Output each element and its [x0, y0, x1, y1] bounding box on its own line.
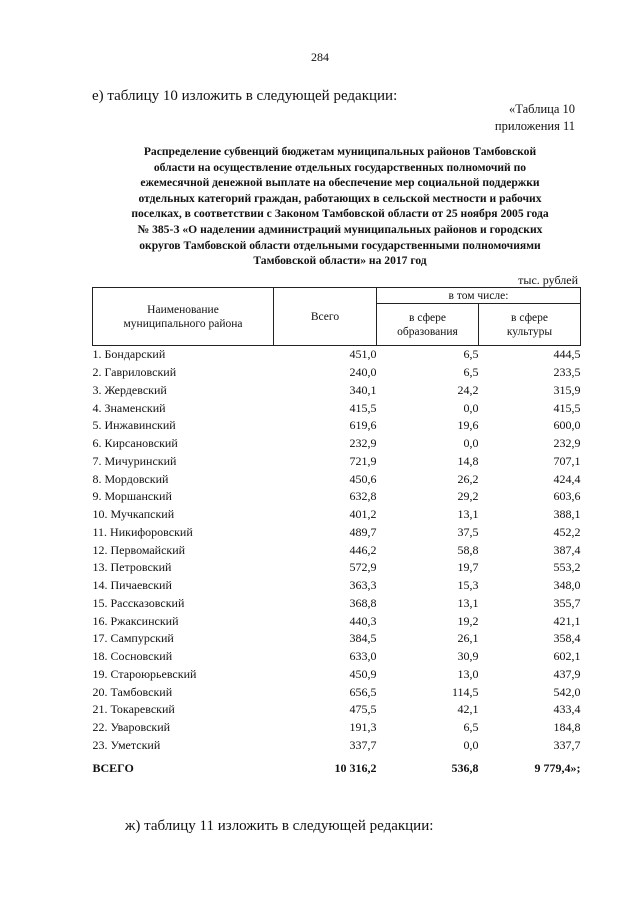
- title-line: ежемесячной денежной выплате на обеспечение мер социальной поддержки: [140, 176, 540, 190]
- education-value: 26,2: [457, 471, 479, 486]
- total-value: 232,9: [349, 436, 377, 451]
- total-value: 446,2: [349, 542, 377, 557]
- total-value: 240,0: [349, 365, 377, 380]
- table-row: [93, 399, 581, 417]
- table-title: [100, 144, 580, 269]
- title-line: № 385-З «О наделении администраций муниципальных районов и городских: [137, 222, 543, 236]
- total-value: 368,8: [349, 595, 377, 610]
- culture-value: 415,5: [553, 400, 581, 415]
- education-value: 0,0: [463, 436, 479, 451]
- table-row: [93, 506, 581, 524]
- culture-value: 433,4: [553, 702, 581, 717]
- total-value: 619,6: [349, 418, 377, 433]
- education-value: 0,0: [463, 737, 479, 752]
- culture-value: 424,4: [553, 471, 581, 486]
- culture-value: 355,7: [553, 595, 581, 610]
- district-name: 20. Тамбовский: [92, 684, 173, 699]
- subventions-table: [92, 287, 581, 776]
- total-value: 633,0: [349, 649, 377, 664]
- total-value: 337,7: [349, 737, 377, 752]
- culture-value: 232,9: [553, 436, 581, 451]
- total-value: 440,3: [349, 613, 377, 628]
- table-body: [93, 346, 581, 777]
- total-row: [93, 754, 581, 776]
- education-value: 19,6: [457, 418, 479, 433]
- education-value: 6,5: [463, 347, 479, 362]
- education-value: 6,5: [463, 365, 479, 380]
- culture-value: 348,0: [553, 578, 581, 593]
- table-row: [93, 701, 581, 719]
- culture-value: 542,0: [553, 684, 581, 699]
- culture-total-value: 9 779,4»;: [534, 761, 581, 776]
- district-name: 13. Петровский: [92, 560, 172, 575]
- district-name: 23. Уметский: [92, 737, 161, 752]
- table-row: [93, 630, 581, 648]
- intro-line: е) таблицу 10 изложить в следующей редакции:: [92, 88, 398, 104]
- table-row: [93, 666, 581, 684]
- district-name: 18. Сосновский: [92, 649, 173, 664]
- district-name: 2. Гавриловский: [92, 365, 177, 380]
- grand-total-value: 10 316,2: [334, 761, 377, 776]
- table-row: [93, 541, 581, 559]
- district-name: 10. Мучкапский: [92, 507, 175, 522]
- district-name: 8. Мордовский: [92, 471, 169, 486]
- education-value: 114,5: [451, 684, 479, 699]
- district-name: 7. Мичуринский: [92, 453, 177, 468]
- district-name: 16. Ржаксинский: [92, 613, 179, 628]
- table-row: [93, 737, 581, 755]
- table-row: [93, 683, 581, 701]
- total-value: 191,3: [349, 720, 377, 735]
- education-total-value: 536,8: [451, 761, 479, 776]
- table-row: [93, 417, 581, 435]
- table-reference-line2: приложения 11: [494, 119, 575, 133]
- table-row: [93, 559, 581, 577]
- total-value: 450,9: [349, 666, 377, 681]
- culture-value: 437,9: [553, 666, 581, 681]
- district-name: 1. Бондарский: [92, 347, 166, 362]
- title-line: отдельных категорий граждан, работающих в сельской местности и рабочих: [138, 191, 542, 205]
- district-name: 12. Первомайский: [92, 542, 186, 557]
- table-row: [93, 453, 581, 471]
- district-name: 22. Уваровский: [92, 720, 171, 735]
- total-value: 572,9: [349, 560, 377, 575]
- culture-value: 388,1: [553, 507, 581, 522]
- education-value: 13,1: [457, 507, 479, 522]
- table-reference: [470, 101, 575, 135]
- title-line: области на осуществление отдельных государственных полномочий по: [153, 160, 527, 174]
- district-name: 19. Староюрьевский: [92, 666, 197, 681]
- culture-value: 387,4: [553, 542, 581, 557]
- education-value: 37,5: [457, 524, 479, 539]
- total-value: 721,9: [349, 453, 377, 468]
- table-row: [93, 346, 581, 364]
- table-row: [93, 595, 581, 613]
- title-line: Тамбовской области» на 2017 год: [253, 254, 427, 268]
- total-value: 489,7: [349, 524, 377, 539]
- culture-value: 421,1: [553, 613, 581, 628]
- unit-label: тыс. рублей: [518, 273, 578, 287]
- district-name: 3. Жердевский: [92, 382, 167, 397]
- culture-value: 444,5: [553, 347, 581, 362]
- education-value: 58,8: [457, 542, 479, 557]
- culture-value: 452,2: [553, 524, 581, 539]
- culture-value: 315,9: [553, 382, 581, 397]
- header-education: в сфере образования: [377, 304, 479, 346]
- district-name: 14. Пичаевский: [92, 578, 172, 593]
- culture-value: 233,5: [553, 365, 581, 380]
- culture-value: 337,7: [553, 737, 581, 752]
- education-value: 14,8: [457, 453, 479, 468]
- education-value: 6,5: [463, 720, 479, 735]
- education-value: 19,7: [457, 560, 479, 575]
- table-row: [93, 435, 581, 453]
- education-value: 30,9: [457, 649, 479, 664]
- table-reference-line1: «Таблица 10: [509, 102, 575, 116]
- culture-value: 184,8: [553, 720, 581, 735]
- total-value: 415,5: [349, 400, 377, 415]
- table-row: [93, 612, 581, 630]
- title-line: округов Тамбовской области отдельными государственными полномочиями: [139, 238, 541, 252]
- total-value: 401,2: [349, 507, 377, 522]
- title-line: поселках, в соответствии с Законом Тамбовской области от 25 ноября 2005 года: [131, 207, 549, 221]
- header-total: Всего: [274, 288, 377, 346]
- culture-value: 553,2: [553, 560, 581, 575]
- total-value: 340,1: [349, 382, 377, 397]
- table-row: [93, 470, 581, 488]
- district-name: 17. Сампурский: [92, 631, 174, 646]
- header-culture: в сфере культуры: [479, 304, 581, 346]
- education-value: 19,2: [457, 613, 479, 628]
- district-name: 4. Знаменский: [92, 400, 166, 415]
- header-name: Наименование муниципального района: [93, 288, 274, 346]
- total-value: 656,5: [349, 684, 377, 699]
- education-value: 13,1: [457, 595, 479, 610]
- table-row: [93, 577, 581, 595]
- district-name: 15. Рассказовский: [92, 595, 185, 610]
- table-row: [93, 719, 581, 737]
- culture-value: 603,6: [553, 489, 581, 504]
- table-row: [93, 648, 581, 666]
- education-value: 15,3: [457, 578, 479, 593]
- total-label: ВСЕГО: [92, 761, 134, 776]
- district-name: 6. Кирсановский: [92, 436, 178, 451]
- page-number: 284: [311, 50, 329, 64]
- total-value: 451,0: [349, 347, 377, 362]
- education-value: 42,1: [457, 702, 479, 717]
- education-value: 24,2: [457, 382, 479, 397]
- district-name: 5. Инжавинский: [92, 418, 176, 433]
- table-row: [93, 524, 581, 542]
- education-value: 0,0: [463, 400, 479, 415]
- total-value: 632,8: [349, 489, 377, 504]
- total-value: 450,6: [349, 471, 377, 486]
- total-value: 363,3: [349, 578, 377, 593]
- education-value: 26,1: [457, 631, 479, 646]
- total-value: 384,5: [349, 631, 377, 646]
- title-line: Распределение субвенций бюджетам муниципальных районов Тамбовской: [143, 145, 537, 158]
- outro-line: ж) таблицу 11 изложить в следующей редакции:: [125, 818, 434, 834]
- district-name: 9. Моршанский: [92, 489, 172, 504]
- district-name: 11. Никифоровский: [92, 524, 193, 539]
- culture-value: 600,0: [553, 418, 581, 433]
- culture-value: 358,4: [553, 631, 581, 646]
- table-row: [93, 488, 581, 506]
- table-row: [93, 364, 581, 382]
- header-including: в том числе:: [377, 288, 581, 304]
- total-value: 475,5: [349, 702, 377, 717]
- culture-value: 602,1: [553, 649, 581, 664]
- education-value: 29,2: [457, 489, 479, 504]
- district-name: 21. Токаревский: [92, 702, 175, 717]
- education-value: 13,0: [457, 666, 479, 681]
- table-row: [93, 382, 581, 400]
- culture-value: 707,1: [553, 453, 581, 468]
